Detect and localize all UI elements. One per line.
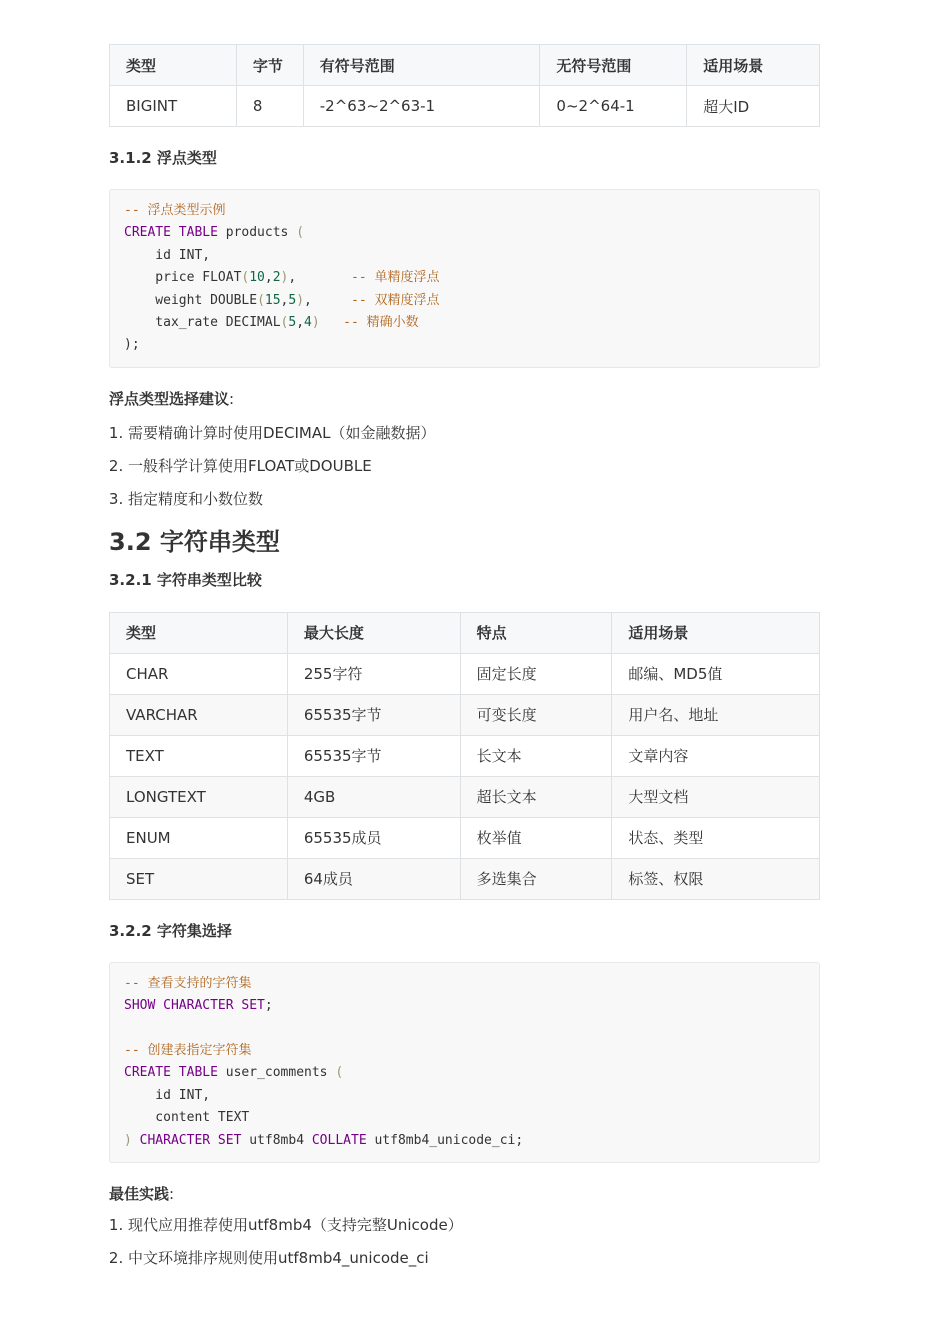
code-comment: -- 双精度浮点 [351, 292, 440, 308]
table-cell: 4GB [287, 776, 460, 817]
code-text: content TEXT [124, 1110, 250, 1126]
table-cell: VARCHAR [110, 694, 288, 735]
best-practice-list [109, 1209, 820, 1275]
code-bracket: ( [335, 1065, 344, 1081]
code-text: weight DOUBLE [124, 292, 258, 308]
section-heading-3-2: 3.2 字符串类型 [109, 527, 280, 556]
code-comment: -- 查看支持的字符集 [124, 975, 252, 991]
table-cell: 邮编、MD5值 [612, 653, 820, 694]
float-advice-list [109, 417, 820, 516]
table-cell: 固定长度 [460, 653, 612, 694]
code-keyword: CREATE TABLE [124, 1065, 218, 1081]
table-cell: LONGTEXT [110, 776, 288, 817]
code-args: (5,4) [280, 315, 320, 331]
code-comment: -- 单精度浮点 [351, 270, 440, 286]
table-row [110, 86, 820, 127]
table-header-row [110, 612, 820, 653]
code-text: ; [264, 998, 273, 1014]
table-cell: 用户名、地址 [612, 694, 820, 735]
code-bracket: ( [296, 225, 305, 241]
code-block-charset [109, 962, 820, 1163]
header-cell: 适用场景 [612, 612, 820, 653]
code-keyword: SHOW CHARACTER SET [124, 998, 265, 1014]
code-text: price FLOAT [124, 270, 242, 286]
table-cell: 超长文本 [460, 776, 612, 817]
table-cell: 可变长度 [460, 694, 612, 735]
table-cell: SET [110, 858, 288, 899]
table-cell: 标签、权限 [612, 858, 820, 899]
code-text: id INT, [124, 1087, 211, 1103]
section-heading-3-2-2: 3.2.2 字符集选择 [109, 921, 232, 940]
colon: : [169, 1185, 175, 1204]
list-item: 2. 中文环境排序规则使用utf8mb4_unicode_ci [128, 1242, 820, 1275]
table-cell: 8 [236, 86, 303, 127]
table-cell: TEXT [110, 735, 288, 776]
document-content [109, 44, 820, 1275]
table-cell: 64成员 [287, 858, 460, 899]
header-cell: 类型 [110, 612, 288, 653]
table-cell: 65535字节 [287, 694, 460, 735]
float-advice-title [109, 388, 820, 410]
integer-type-table [109, 44, 820, 127]
code-block-float [109, 189, 820, 368]
code-keyword: CHARACTER SET [131, 1132, 242, 1148]
header-cell: 适用场景 [687, 45, 820, 86]
table-cell: 0~2^64-1 [540, 86, 687, 127]
list-item: 2. 一般科学计算使用FLOAT或DOUBLE [128, 450, 820, 483]
list-item: 1. 现代应用推荐使用utf8mb4（支持完整Unicode） [128, 1209, 820, 1242]
table-row [110, 653, 820, 694]
table-row [110, 817, 820, 858]
table-cell: 大型文档 [612, 776, 820, 817]
table-cell: 文章内容 [612, 735, 820, 776]
code-text: id INT, [124, 247, 211, 263]
table-cell: BIGINT [110, 86, 237, 127]
colon: : [229, 389, 235, 408]
table-cell: 65535字节 [287, 735, 460, 776]
best-practice-title [109, 1183, 820, 1205]
table-cell: 65535成员 [287, 817, 460, 858]
list-item: 1. 需要精确计算时使用DECIMAL（如金融数据） [128, 417, 820, 450]
code-comment: -- 精确小数 [343, 315, 419, 331]
code-text: tax_rate DECIMAL [124, 315, 281, 331]
table-cell: 枚举值 [460, 817, 612, 858]
table-header-row [110, 45, 820, 86]
best-practice-title-text: 最佳实践 [109, 1185, 170, 1204]
code-text: utf8mb4_unicode_ci; [366, 1132, 524, 1148]
table-cell: -2^63~2^63-1 [303, 86, 540, 127]
header-cell: 类型 [110, 45, 237, 86]
table-cell: 多选集合 [460, 858, 612, 899]
header-cell: 有符号范围 [303, 45, 540, 86]
table-cell: CHAR [110, 653, 288, 694]
code-keyword: CREATE TABLE [124, 225, 218, 241]
list-item: 3. 指定精度和小数位数 [128, 483, 820, 516]
table-row [110, 858, 820, 899]
table-cell: 超大ID [687, 86, 820, 127]
code-text: products [217, 225, 297, 241]
header-cell: 最大长度 [287, 612, 460, 653]
table-row [110, 735, 820, 776]
header-cell: 字节 [236, 45, 303, 86]
string-type-table [109, 612, 820, 900]
table-cell: 状态、类型 [612, 817, 820, 858]
header-cell: 无符号范围 [540, 45, 687, 86]
table-row [110, 776, 820, 817]
code-comment: -- 创建表指定字符集 [124, 1043, 252, 1059]
table-cell: ENUM [110, 817, 288, 858]
section-heading-3-1-2: 3.1.2 浮点类型 [109, 149, 217, 167]
table-cell: 长文本 [460, 735, 612, 776]
code-comment: -- 浮点类型示例 [124, 203, 226, 218]
code-bracket: ) [124, 1132, 132, 1148]
float-advice-title-text: 浮点类型选择建议 [109, 389, 230, 408]
section-heading-3-2-1: 3.2.1 字符串类型比较 [109, 570, 262, 589]
code-text: ); [124, 337, 140, 353]
code-text: utf8mb4 [241, 1132, 312, 1148]
code-keyword: COLLATE [311, 1132, 367, 1148]
code-args: (10,2), [241, 270, 297, 286]
code-text: user_comments [217, 1065, 336, 1081]
table-cell: 255字符 [287, 653, 460, 694]
table-row [110, 694, 820, 735]
header-cell: 特点 [460, 612, 612, 653]
code-args: (15,5), [257, 292, 312, 308]
